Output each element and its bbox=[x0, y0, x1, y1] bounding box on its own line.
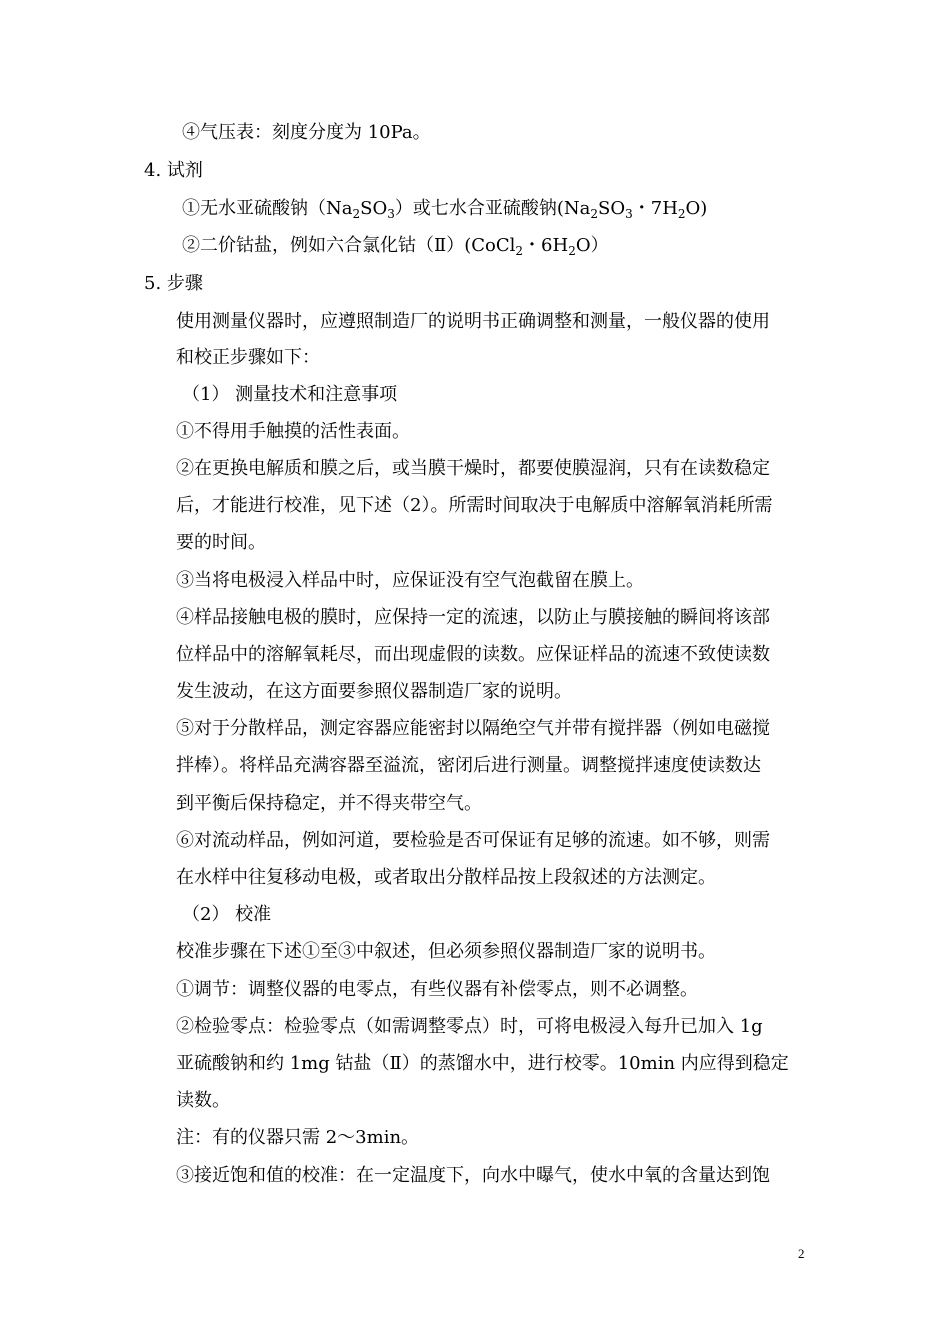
text-line: 和校正步骤如下： bbox=[176, 347, 320, 368]
text-line: ⑥对流动样品，例如河道，要检验是否可保证有足够的流速。如不够，则需 bbox=[176, 830, 770, 851]
section-heading-steps: 5. 步骤 bbox=[144, 273, 203, 294]
text-line: 后，才能进行校准，见下述（2）。所需时间取决于电解质中溶解氧消耗所需 bbox=[176, 495, 773, 516]
text-line: ④气压表：刻度分度为 10Pa。 bbox=[182, 122, 431, 143]
note-line: 注：有的仪器只需 2～3min。 bbox=[176, 1127, 420, 1148]
subsection-heading: （2） 校准 bbox=[182, 904, 272, 925]
text-line: ①调节：调整仪器的电零点，有些仪器有补偿零点，则不必调整。 bbox=[176, 979, 698, 1000]
text-line: ④样品接触电极的膜时，应保持一定的流速，以防止与膜接触的瞬间将该部 bbox=[176, 607, 770, 628]
text-line: 使用测量仪器时，应遵照制造厂的说明书正确调整和测量，一般仪器的使用 bbox=[176, 311, 770, 332]
subsection-heading: （1） 测量技术和注意事项 bbox=[182, 384, 398, 405]
text-line: 发生波动，在这方面要参照仪器制造厂家的说明。 bbox=[176, 681, 572, 702]
text-line-reagent-2: ②二价钴盐，例如六合氯化钴（Ⅱ）(CoCl$_2$・$6H_2O$） bbox=[182, 235, 609, 258]
text-line: 亚硫酸钠和约 1mg 钴盐（Ⅱ）的蒸馏水中，进行校零。10min 内应得到稳定 bbox=[176, 1053, 789, 1074]
text-line: ⑤对于分散样品，测定容器应能密封以隔绝空气并带有搅拌器（例如电磁搅 bbox=[176, 718, 770, 739]
text-line: 拌棒）。将样品充满容器至溢流，密闭后进行测量。调整搅拌速度使读数达 bbox=[176, 755, 761, 776]
text-line: 到平衡后保持稳定，并不得夹带空气。 bbox=[176, 793, 482, 814]
text-line-reagent-1: ①无水亚硫酸钠$(Na_2SO_3)$或七水合亚硫酸钠($Na_2SO_3$・$7H_2O$) bbox=[182, 198, 708, 221]
page-number: 2 bbox=[798, 1246, 805, 1261]
text-line: 要的时间。 bbox=[176, 532, 266, 553]
text-line: ②检验零点：检验零点（如需调整零点）时，可将电极浸入每升已加入 1g bbox=[176, 1016, 763, 1037]
text-line: ③当将电极浸入样品中时，应保证没有空气泡截留在膜上。 bbox=[176, 570, 644, 591]
text-line: ①不得用手触摸的活性表面。 bbox=[176, 421, 410, 442]
text-line: ③接近饱和值的校准：在一定温度下，向水中曝气，使水中氧的含量达到饱 bbox=[176, 1165, 770, 1186]
text-line: 在水样中往复移动电极，或者取出分散样品按上段叙述的方法测定。 bbox=[176, 867, 716, 888]
text-line: 校准步骤在下述①至③中叙述，但必须参照仪器制造厂家的说明书。 bbox=[176, 941, 716, 962]
text-line: 位样品中的溶解氧耗尽，而出现虚假的读数。应保证样品的流速不致使读数 bbox=[176, 644, 770, 665]
section-heading-reagents: 4. 试剂 bbox=[144, 160, 203, 181]
text-line: ②在更换电解质和膜之后，或当膜干燥时，都要使膜湿润，只有在读数稳定 bbox=[176, 458, 770, 479]
text-line: 读数。 bbox=[176, 1090, 230, 1111]
